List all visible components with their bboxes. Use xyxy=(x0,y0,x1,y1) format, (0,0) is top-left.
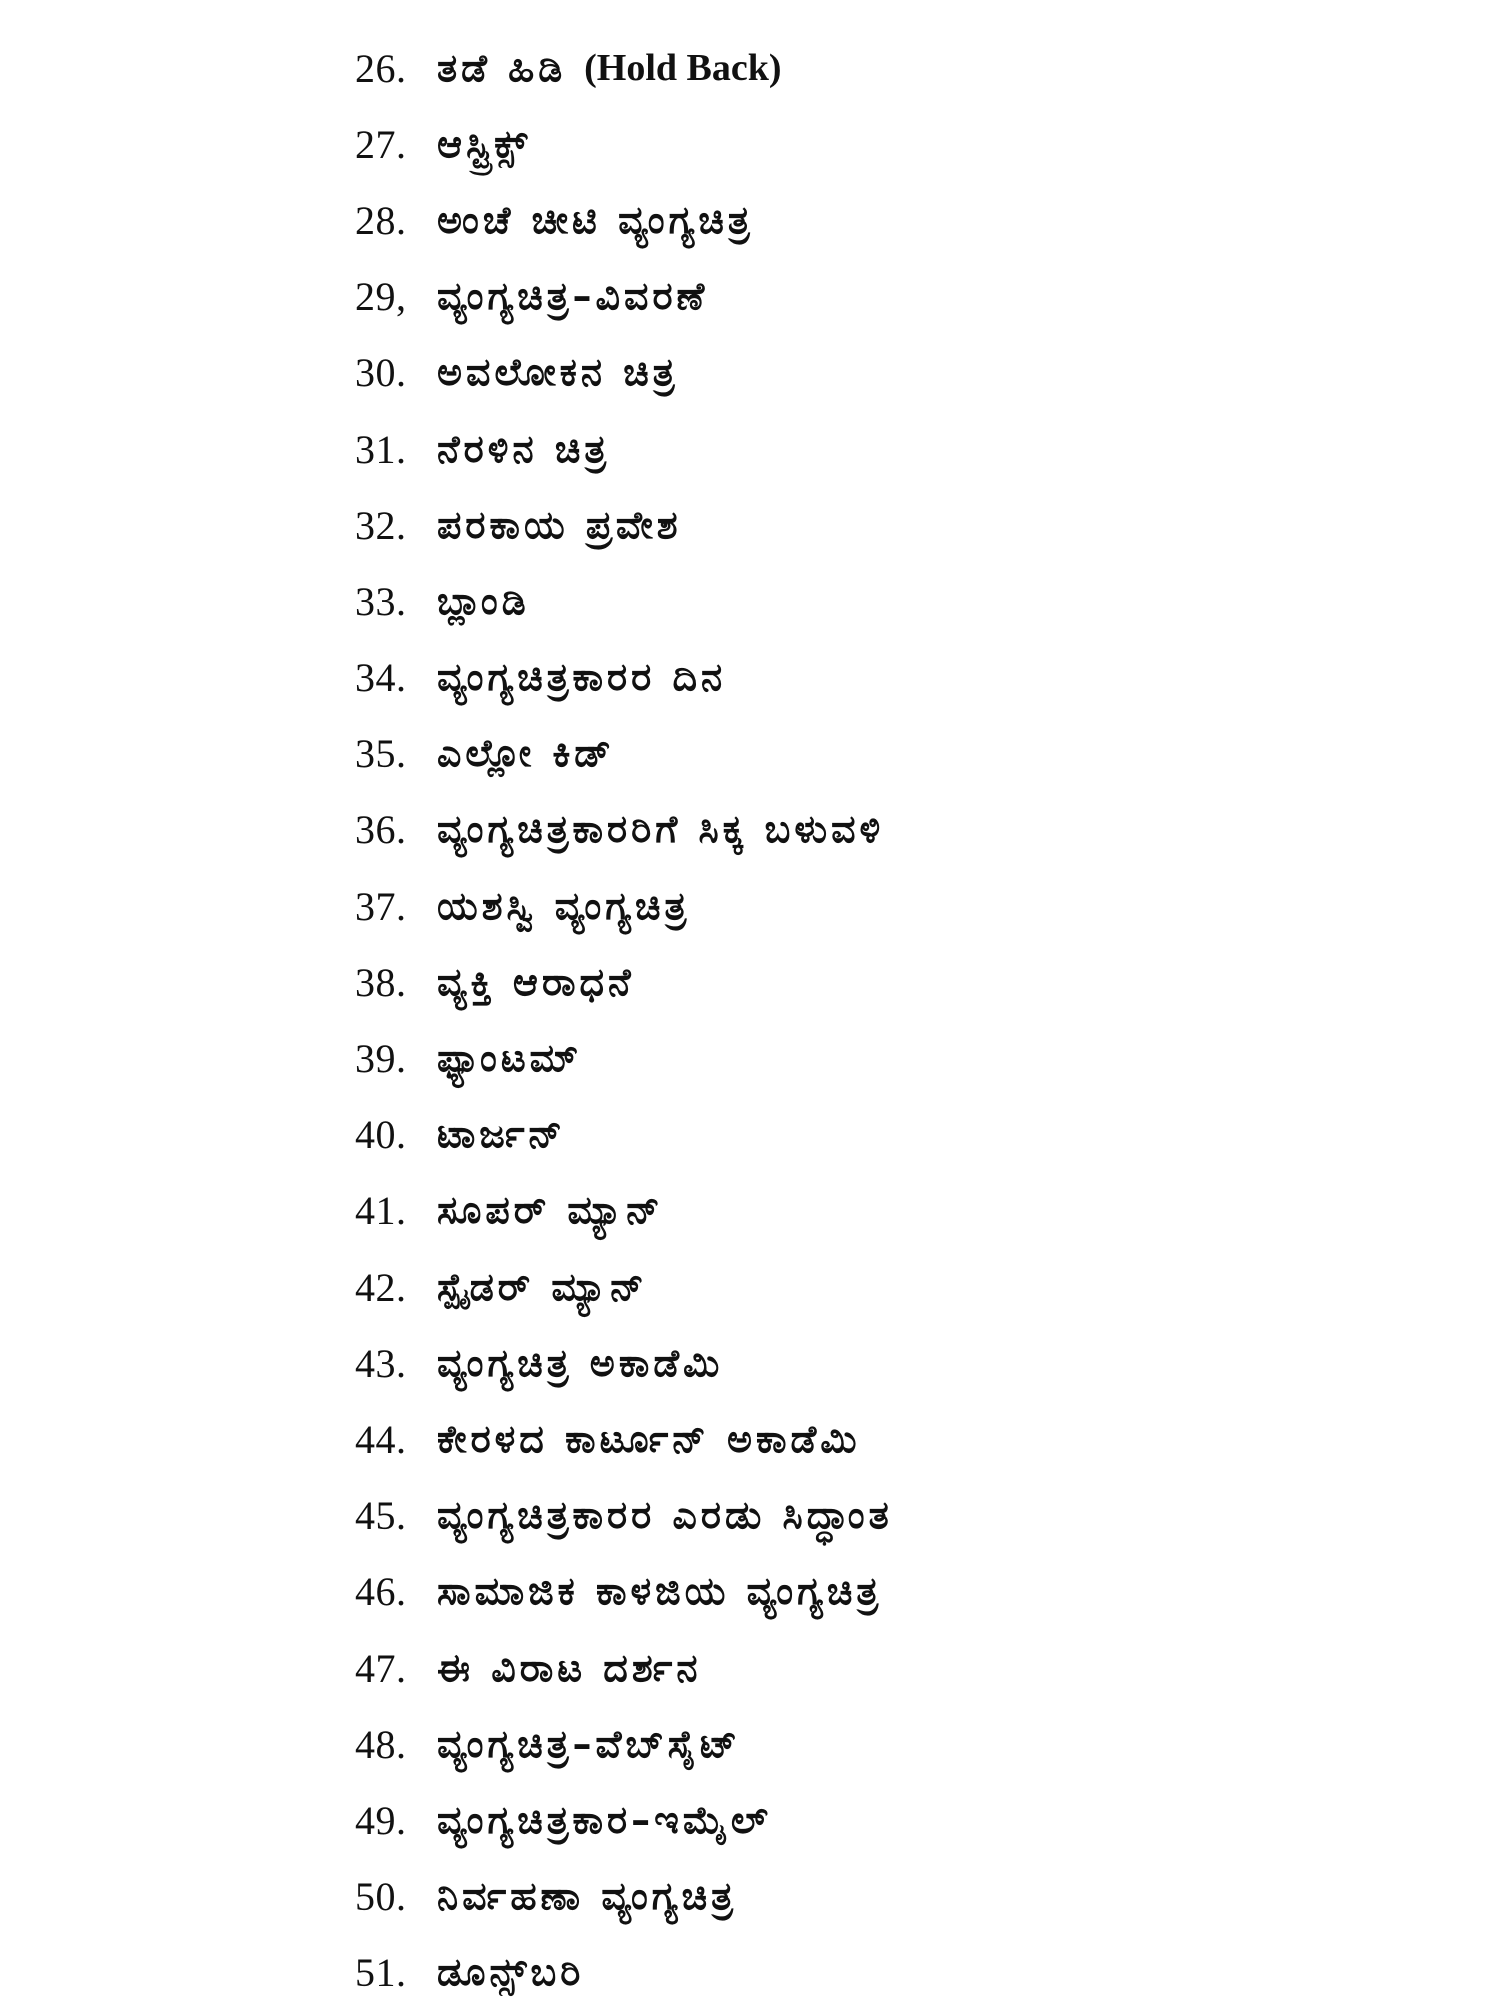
list-item xyxy=(355,1325,893,1401)
item-number: 27. xyxy=(355,121,407,167)
item-number: 49. xyxy=(355,1797,407,1843)
item-number: 46. xyxy=(355,1569,407,1615)
list-item xyxy=(355,1249,893,1325)
item-number: 31. xyxy=(355,426,407,472)
item-title: ಫ್ಯಾಂಟಮ್ xyxy=(437,1036,583,1081)
list-item xyxy=(355,1478,893,1554)
list-item xyxy=(355,1706,893,1782)
item-title: ಎಲ್ಲೋ ಕಿಡ್ xyxy=(437,731,615,776)
list-item xyxy=(355,868,893,944)
list-item xyxy=(355,640,893,716)
item-title: ಡೂನ್ಸ್‌ಬರಿ xyxy=(437,1950,585,1995)
item-number: 41. xyxy=(355,1188,407,1234)
list-item xyxy=(355,411,893,487)
item-title: ವ್ಯಂಗ್ಯಚಿತ್ರಕಾರರ ದಿನ xyxy=(437,655,727,700)
item-number: 43. xyxy=(355,1340,407,1386)
item-title: ಪರಕಾಯ ಪ್ರವೇಶ xyxy=(437,502,682,547)
item-title: ಅಂಚೆ ಚೀಟಿ ವ್ಯಂಗ್ಯಚಿತ್ರ xyxy=(437,197,754,242)
list-item xyxy=(355,335,893,411)
list-item xyxy=(355,30,893,106)
list-item xyxy=(355,487,893,563)
item-number: 50. xyxy=(355,1874,407,1920)
item-title: ತಡೆ ಹಿಡಿ xyxy=(437,45,567,90)
item-number: 47. xyxy=(355,1645,407,1691)
item-number: 42. xyxy=(355,1264,407,1310)
contents-list xyxy=(355,30,893,2011)
item-title: ಸ್ಪೈಡರ್ ಮ್ಯಾನ್ xyxy=(437,1264,648,1309)
item-number: 30. xyxy=(355,350,407,396)
item-title: ವ್ಯಂಗ್ಯಚಿತ್ರ–ವೆಬ್‌ಸೈಟ್ xyxy=(437,1721,742,1766)
list-item xyxy=(355,1401,893,1477)
item-number: 32. xyxy=(355,502,407,548)
list-item xyxy=(355,259,893,335)
item-title: ವ್ಯಕ್ತಿ ಆರಾಧನೆ xyxy=(437,959,635,1004)
list-item xyxy=(355,1097,893,1173)
list-item xyxy=(355,944,893,1020)
list-item xyxy=(355,182,893,258)
item-number: 36. xyxy=(355,807,407,853)
item-number: 38. xyxy=(355,959,407,1005)
list-item xyxy=(355,1630,893,1706)
list-item xyxy=(355,106,893,182)
item-title: ವ್ಯಂಗ್ಯಚಿತ್ರ ಅಕಾಡೆಮಿ xyxy=(437,1340,724,1385)
item-number: 39. xyxy=(355,1036,407,1082)
item-title: ನೆರಳಿನ ಚಿತ್ರ xyxy=(437,426,611,471)
item-title: ಕೇರಳದ ಕಾರ್ಟೂನ್ ಅಕಾಡೆಮಿ xyxy=(437,1416,861,1461)
item-title: ವ್ಯಂಗ್ಯಚಿತ್ರ–ವಿವರಣೆ xyxy=(437,274,709,319)
list-item xyxy=(355,1173,893,1249)
list-item xyxy=(355,1020,893,1096)
item-title: ಆಸ್ಟ್ರಿಕ್ಸ್ xyxy=(437,121,532,166)
item-number: 37. xyxy=(355,883,407,929)
item-title: ವ್ಯಂಗ್ಯಚಿತ್ರಕಾರರ ಎರಡು ಸಿದ್ಧಾಂತ xyxy=(437,1493,893,1538)
item-number: 44. xyxy=(355,1416,407,1462)
item-title: ಅವಲೋಕನ ಚಿತ್ರ xyxy=(437,350,679,395)
item-title: ಟಾರ್ಜನ್ xyxy=(437,1112,566,1157)
list-item xyxy=(355,1554,893,1630)
item-title: ನಿರ್ವಹಣಾ ವ್ಯಂಗ್ಯಚಿತ್ರ xyxy=(437,1874,737,1919)
item-number: 48. xyxy=(355,1721,407,1767)
list-item xyxy=(355,716,893,792)
item-title: ವ್ಯಂಗ್ಯಚಿತ್ರಕಾರರಿಗೆ ಸಿಕ್ಕ ಬಳುವಳಿ xyxy=(437,807,885,852)
item-number: 28. xyxy=(355,197,407,243)
list-item xyxy=(355,1935,893,2011)
item-number: 45. xyxy=(355,1493,407,1539)
item-number: 29, xyxy=(355,274,407,320)
item-title: ವ್ಯಂಗ್ಯಚಿತ್ರಕಾರ–ಇಮೈಲ್ xyxy=(437,1797,772,1842)
list-item xyxy=(355,1859,893,1935)
list-item xyxy=(355,563,893,639)
item-number: 34. xyxy=(355,655,407,701)
list-item xyxy=(355,1782,893,1858)
item-title: ಬ್ಲಾಂಡಿ xyxy=(437,578,530,623)
item-number: 51. xyxy=(355,1950,407,1996)
item-number: 40. xyxy=(355,1112,407,1158)
item-title: ಈ ವಿರಾಟ ದರ್ಶನ xyxy=(437,1645,702,1690)
item-english-title: (Hold Back) xyxy=(584,47,782,90)
list-item xyxy=(355,792,893,868)
item-number: 35. xyxy=(355,731,407,777)
item-title: ಯಶಸ್ವಿ ವ್ಯಂಗ್ಯಚಿತ್ರ xyxy=(437,883,691,928)
item-number: 33. xyxy=(355,578,407,624)
item-number: 26. xyxy=(355,45,407,91)
item-title: ಸಾಮಾಜಿಕ ಕಾಳಜಿಯ ವ್ಯಂಗ್ಯಚಿತ್ರ xyxy=(437,1569,883,1614)
item-title: ಸೂಪರ್ ಮ್ಯಾನ್ xyxy=(437,1188,664,1233)
